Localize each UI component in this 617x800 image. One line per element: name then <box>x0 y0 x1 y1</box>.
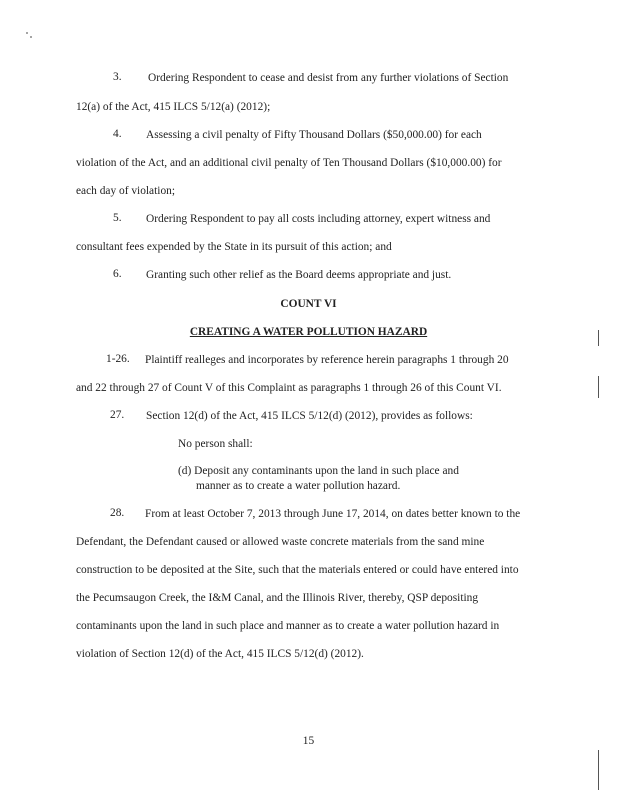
para-28-number: 28. <box>110 507 125 519</box>
scan-speck <box>26 32 28 34</box>
para-1-26-line-1: Plaintiff realleges and incorporates by reference herein paragraphs 1 through 20 <box>145 354 509 366</box>
para-1-26-line-2: and 22 through 27 of Count V of this Complaint as paragraphs 1 through 26 of this Count VI. <box>76 382 502 394</box>
para-27-quote-line-2: manner as to create a water pollution hazard. <box>196 480 401 492</box>
scan-speck <box>30 36 32 38</box>
para-28-line-2: Defendant, the Defendant caused or allowed waste concrete materials from the sand mine <box>76 536 485 548</box>
item-4-line-2: violation of the Act, and an additional civil penalty of Ten Thousand Dollars ($10,000.00) for <box>76 157 502 169</box>
item-6-number: 6. <box>113 268 122 280</box>
para-27-number: 27. <box>110 409 125 421</box>
para-27-line-1: Section 12(d) of the Act, 415 ILCS 5/12(d) (2012), provides as follows: <box>146 410 473 422</box>
page-number: 15 <box>302 735 315 747</box>
para-27-quote-intro: No person shall: <box>178 438 253 450</box>
para-1-26-number: 1-26. <box>106 353 130 365</box>
item-3-number: 3. <box>113 71 122 83</box>
item-4-number: 4. <box>113 128 122 140</box>
para-28-line-3: construction to be deposited at the Site, such that the materials entered or could have entered into <box>76 564 519 576</box>
item-5-number: 5. <box>113 212 122 224</box>
item-4-line-1: Assessing a civil penalty of Fifty Thousand Dollars ($50,000.00) for each <box>146 129 482 141</box>
revision-bar <box>598 330 599 346</box>
item-3-line-2: 12(a) of the Act, 415 ILCS 5/12(a) (2012); <box>76 101 271 113</box>
para-28-line-5: contaminants upon the land in such place and manner as to create a water pollution hazard in <box>76 620 500 632</box>
revision-bar <box>598 750 599 790</box>
item-5-line-2: consultant fees expended by the State in its pursuit of this action; and <box>76 241 392 253</box>
para-27-quote-line-1: (d) Deposit any contaminants upon the land in such place and <box>178 465 459 477</box>
para-28-line-6: violation of Section 12(d) of the Act, 415 ILCS 5/12(d) (2012). <box>76 648 364 660</box>
count-title: COUNT VI <box>280 298 337 310</box>
item-5-line-1: Ordering Respondent to pay all costs including attorney, expert witness and <box>146 213 491 225</box>
para-28-line-4: the Pecumsaugon Creek, the I&M Canal, and the Illinois River, thereby, QSP depositing <box>76 592 479 604</box>
item-6-line-1: Granting such other relief as the Board deems appropriate and just. <box>146 269 452 281</box>
item-3-line-1: Ordering Respondent to cease and desist from any further violations of Section <box>148 72 509 84</box>
item-4-line-3: each day of violation; <box>76 185 176 197</box>
para-28-line-1: From at least October 7, 2013 through June 17, 2014, on dates better known to the <box>145 508 521 520</box>
revision-bar <box>598 376 599 398</box>
count-subtitle: CREATING A WATER POLLUTION HAZARD <box>189 326 428 338</box>
